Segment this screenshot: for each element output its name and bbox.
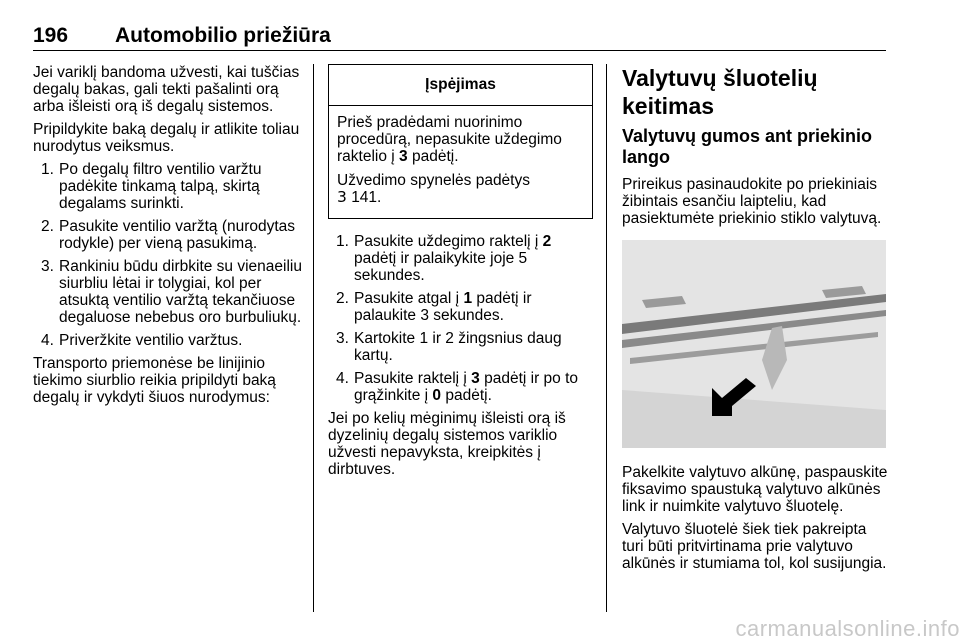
position-number: 3	[471, 370, 480, 387]
list-item: 4. Pasukite raktelį į 3 padėtį ir po to grąžinkite į 0 padėtį.	[336, 370, 579, 404]
warning-body	[329, 106, 592, 218]
step-number: 1.	[336, 233, 349, 250]
paragraph: Transporto priemonėse be linijinio tiekimo siurblio reikia pripildyti baką degalų ir vykdyti šiuos nurodymus:	[33, 355, 276, 406]
step-number: 1.	[41, 161, 54, 178]
step-number: 4.	[41, 332, 54, 349]
paragraph: Valytuvo šluotelė šiek tiek pakreipta turi būti pritvirtinama prie valytuvo alkūnės ir stumiama tol, kol susijungia.	[622, 521, 887, 572]
paragraph: Pakelkite valytuvo alkūnę, paspauskite fiksavimo spaustuką valytuvo alkūnės link ir nuimkite valytuvo šluotelę.	[622, 464, 888, 515]
position-number: 0	[432, 387, 442, 404]
list-item	[33, 258, 303, 326]
page-reference-icon: 3	[337, 188, 347, 206]
list-item	[33, 161, 303, 212]
step-text: Rankiniu būdu dirbkite su vienaeiliu siurbliu lėtai ir tolygiai, kol per atsuktą ventilio varžtą tekančiuose degaluose nebebus oro burbuliukų.	[59, 258, 302, 326]
warning-text: Prieš pradėdami nuorinimo procedūrą, nepasukite uždegimo raktelio į 3 padėtį.	[337, 114, 562, 165]
column-divider	[313, 64, 314, 612]
warning-title: Įspėjimas	[329, 65, 592, 106]
wiper-blade-photo	[622, 240, 886, 448]
step-number: 4.	[336, 370, 349, 387]
numbered-list	[328, 233, 593, 404]
paragraph: Jei variklį bandoma užvesti, kai tuščias degalų bakas, gali tekti pašalinti orą arba išleisti orą iš degalų sistemos.	[33, 64, 300, 115]
page-number: 196	[33, 24, 69, 47]
step-number: 2.	[41, 218, 54, 235]
paragraph: Pripildykite baką degalų ir atlikite toliau nurodytus veiksmus.	[33, 121, 300, 155]
list-item: 3. Kartokite 1 ir 2 žingsnius daug kartų.	[336, 330, 562, 364]
section-title: Valytuvų šluotelių keitimas	[622, 65, 818, 119]
position-number: 2	[542, 233, 552, 250]
step-number: 2.	[336, 290, 349, 307]
paragraph: Jei po kelių mėginimų išleisti orą iš dyzelinių degalų sistemos variklio užvesti nepavyksta, kreipkitės į dirbtuves.	[328, 410, 566, 478]
paragraph: Prireikus pasinaudokite po priekiniais žibintais esančiu laipteliu, kad pasiektumėte priekinio stiklo valytuvą.	[622, 176, 882, 227]
column-divider	[606, 64, 607, 612]
step-text: Pasukite ventilio varžtą (nurodytas rodykle) per vieną pasukimą.	[59, 218, 296, 252]
position-number: 3	[399, 148, 408, 165]
right-column	[622, 64, 892, 578]
left-column	[33, 64, 303, 412]
warning-reference: Užvedimo spynelės padėtys 3 141.	[337, 172, 530, 206]
list-item	[33, 332, 303, 349]
position-number: 1	[463, 290, 473, 307]
subsection-title: Valytuvų gumos ant priekinio lango	[622, 126, 873, 167]
watermark: carmanualsonline.info	[735, 616, 960, 641]
numbered-list	[33, 161, 303, 349]
list-item	[33, 218, 303, 252]
list-item: 1. Pasukite uždegimo raktelį į 2 padėtį ir palaikykite joje 5 sekundes.	[336, 233, 552, 284]
list-item: 2. Pasukite atgal į 1 padėtį ir palaukite 3 sekundes.	[336, 290, 532, 324]
step-number: 3.	[41, 258, 54, 275]
page-reference: 141.	[351, 189, 382, 206]
warning-box	[328, 64, 593, 219]
step-text: Po degalų filtro ventilio varžtu padėkite tinkamą talpą, skirtą degalams surinkti.	[59, 161, 262, 212]
middle-column	[328, 64, 593, 484]
step-text: Priveržkite ventilio varžtus.	[59, 332, 243, 349]
page-header	[33, 22, 886, 51]
step-number: 3.	[336, 330, 349, 347]
chapter-title: Automobilio priežiūra	[115, 24, 331, 47]
